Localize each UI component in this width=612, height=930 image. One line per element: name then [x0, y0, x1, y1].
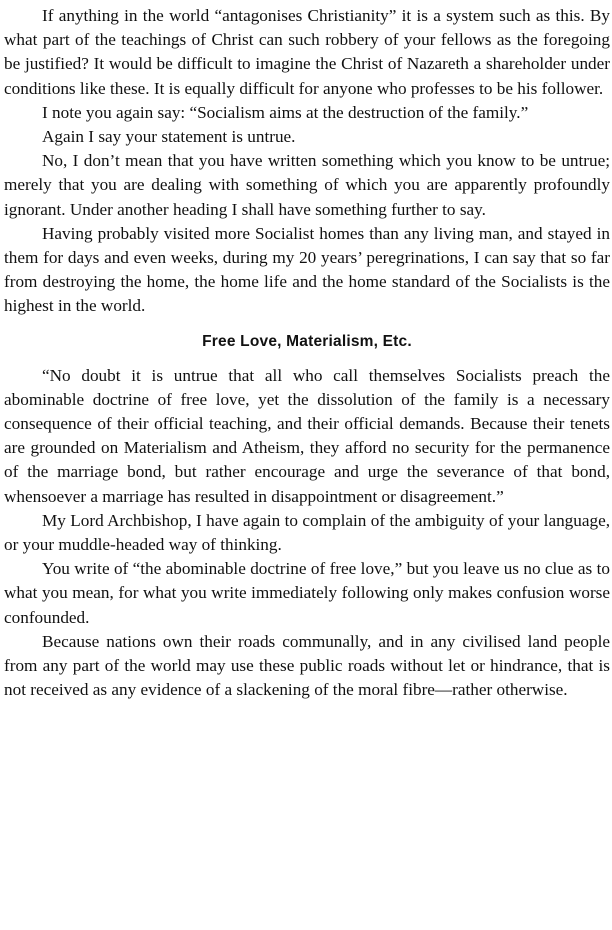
paragraph-public-roads: Because nations own their roads communally, and in any civilised land people from any part of the world may use these public roads without let or hindrance, that is not received as any evidence of a slackening of the moral fibre—rather otherwise. [4, 631, 610, 700]
paragraph-socialist-homes: Having probably visited more Socialist homes than any living man, and stayed in them for days and even weeks, during my 20 years’ peregrinations, I can say that so far from destroying the home, the home life and the home standard of the Socialists is the highest in the world. [4, 223, 610, 316]
paragraph-antagonises-christianity: If anything in the world “antagonises Christianity” it is a system such as this. By what part of the teachings of Christ can such robbery of your fellows as the foregoing be justified? It would be difficult to imagine the Christ of Nazareth a shareholder under conditions like these. It is equally difficult for anyone who professes to be his follower. [4, 6, 610, 98]
paragraph-profoundly-ignorant: No, I don’t mean that you have written something which you know to be untrue; merely that you are dealing with something of which you are apparently profoundly ignorant. Under another heading I shall have something further to say. [4, 151, 610, 219]
paragraph-abominable-doctrine: You write of “the abominable doctrine of free love,” but you leave us no clue as to what you mean, for what you write immediately following only makes confusion worse confounded. [4, 559, 610, 627]
paragraph-ambiguity-complaint: My Lord Archbishop, I have again to complain of the ambiguity of your language, or your muddle-headed way of thinking. [4, 510, 610, 555]
paragraph-destruction-of-family-quote: I note you again say: “Socialism aims at the destruction of the family.” [42, 102, 529, 122]
paragraph-free-love-quote: “No doubt it is untrue that all who call themselves Socialists preach the abominable doctrine of free love, yet the dissolution of the family is a necessary consequence of their official teaching, and their official demands. Because their tenets are grounded on Materialism and Atheism, they afford no security for the permanence of the marriage bond, but rather encourage and urge the severance of that bond, whensoever a marriage has resulted in disappointment or disagreement.” [4, 365, 610, 506]
paragraph-statement-untrue: Again I say your statement is untrue. [42, 127, 296, 147]
section-heading: Free Love, Materialism, Etc. [202, 332, 412, 350]
document-page [4, 4, 610, 702]
